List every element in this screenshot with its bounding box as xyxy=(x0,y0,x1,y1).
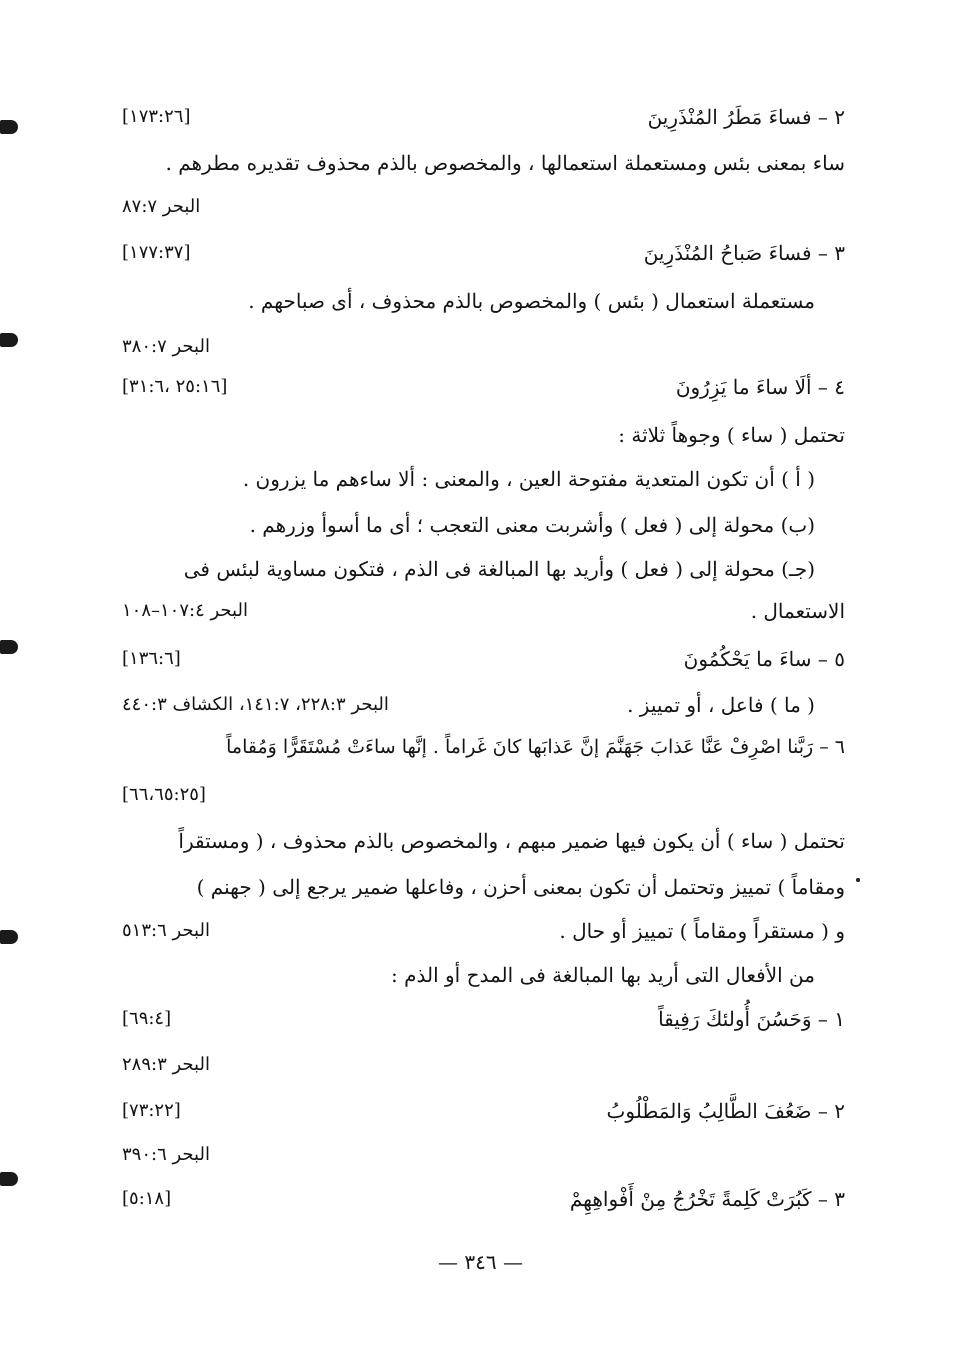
verse-reference: [١٧٧:٣٧] xyxy=(122,242,191,263)
verse-reference: [٥:١٨] xyxy=(122,1188,172,1209)
verse-reference: [٧٣:٢٢] xyxy=(122,1100,181,1121)
option-b-text: (ب) محولة إلى ( فعل ) وأشربت معنى التعجب ؛ أى ما أسوأ وزرهم . xyxy=(249,513,815,537)
explanation-text: تحتمل ( ساء ) وجوهاً ثلاثة : xyxy=(618,423,845,447)
quran-example-2-title: ٢ – فساءَ مَطَرُ المُنْذَرِينَ xyxy=(647,105,845,129)
verse-reference: [٦٦،٦٥:٢٥] xyxy=(122,784,206,805)
source-reference: البحر ٢٨٩:٣ xyxy=(122,1054,210,1075)
page-number: — ٣٤٦ — xyxy=(438,1250,523,1274)
explanation-text: ومقاماً ) تمييز وتحتمل أن تكون بمعنى أحزن ، وفاعلها ضمير يرجع إلى ( جهنم ) xyxy=(196,875,845,899)
source-reference: البحر ٣٩٠:٦ xyxy=(122,1144,210,1165)
quran-example-1-title: ١ – وَحَسُنَ أُولئكَ رَفِيقاً xyxy=(658,1007,845,1031)
quran-example-6-title: ٦ – رَبَّنا اصْرِفْ عَنَّا عَذابَ جَهَنَّمَ إنَّ عَذابَها كانَ غَراماً . إنَّها ساءَتْ مُسْتَقَرًّا وَمُقاماً xyxy=(226,736,845,758)
ink-speck xyxy=(856,878,860,882)
quran-example-3b-title: ٣ – كَبُرَتْ كَلِمةً تَخْرُجُ مِنْ أَفْواهِهِمْ xyxy=(569,1187,845,1211)
source-reference: البحر ٣٨٠:٧ xyxy=(122,336,210,357)
scan-edge-mark xyxy=(0,640,18,654)
explanation-text: مستعملة استعمال ( بئس ) والمخصوص بالذم محذوف ، أى صباحهم . xyxy=(248,289,815,313)
verse-reference: [١٧٣:٢٦] xyxy=(122,106,191,127)
scan-edge-mark xyxy=(0,333,18,347)
verse-reference: [٢٥:١٦ ،٣١:٦] xyxy=(122,376,228,397)
quran-example-4-title: ٤ – ألَا ساءَ ما يَزِرُونَ xyxy=(675,375,845,399)
quran-example-2b-title: ٢ – ضَعُفَ الطَّالِبُ وَالمَطْلُوبُ xyxy=(606,1099,845,1123)
source-reference: البحر ١٠٧:٤–١٠٨ xyxy=(122,600,248,621)
explanation-text: ( ما ) فاعل ، أو تمييز . xyxy=(627,693,815,717)
option-c-text: (جـ) محولة إلى ( فعل ) وأريد بها المبالغة فى الذم ، فتكون مساوية لبئس فى xyxy=(183,557,815,581)
explanation-text: ساء بمعنى بئس ومستعملة استعمالها ، والمخصوص بالذم محذوف تقديره مطرهم . xyxy=(165,151,845,175)
quran-example-5-title: ٥ – ساءَ ما يَحْكُمُونَ xyxy=(683,647,845,671)
section-heading: من الأفعال التى أريد بها المبالغة فى المدح أو الذم : xyxy=(391,963,815,987)
verse-reference: [١٣٦:٦] xyxy=(122,648,181,669)
scan-edge-mark xyxy=(0,930,18,944)
source-reference: البحر ٥١٣:٦ xyxy=(122,920,210,941)
scan-edge-mark xyxy=(0,1172,18,1186)
option-c-continuation: الاستعمال . xyxy=(750,599,845,623)
explanation-text: تحتمل ( ساء ) أن يكون فيها ضمير مبهم ، والمخصوص بالذم محذوف ، ( ومستقراً xyxy=(178,829,845,853)
source-reference: البحر ٨٧:٧ xyxy=(122,196,201,217)
source-reference: البحر ٢٢٨:٣، ١٤١:٧، الكشاف ٤٤٠:٣ xyxy=(122,694,389,715)
verse-reference: [٦٩:٤] xyxy=(122,1008,172,1029)
option-a-text: ( أ ) أن تكون المتعدية مفتوحة العين ، والمعنى : ألا ساءهم ما يزرون . xyxy=(242,467,815,491)
quran-example-3-title: ٣ – فساءَ صَباحُ المُنْذَرِينَ xyxy=(643,241,845,265)
scan-edge-mark xyxy=(0,120,18,134)
explanation-text: و ( مستقراً ومقاماً ) تمييز أو حال . xyxy=(559,919,845,943)
